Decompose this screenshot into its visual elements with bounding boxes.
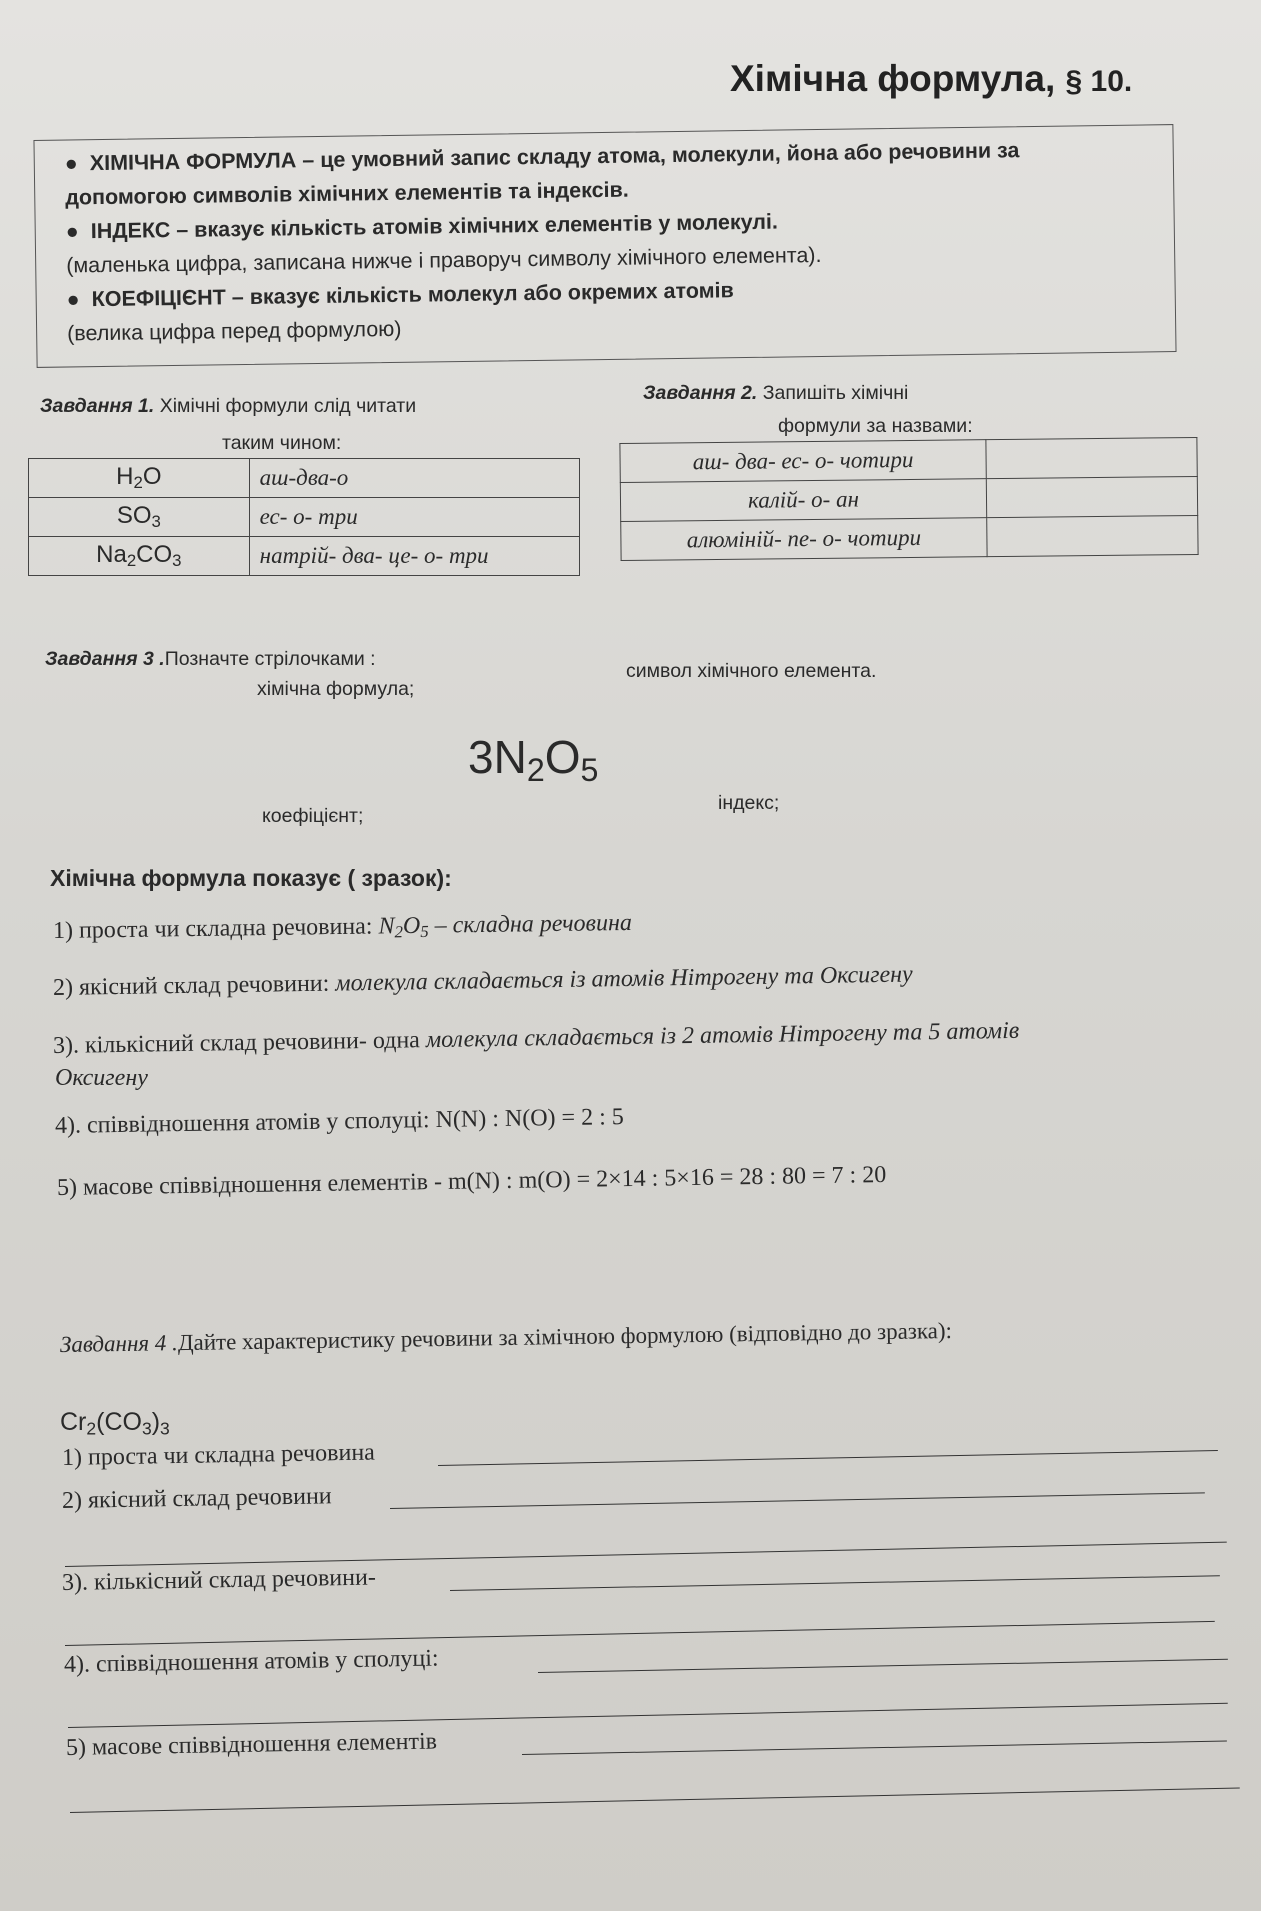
reading-cell: ес- о- три (249, 498, 579, 537)
task4-heading: Завдання 4 .Дайте характеристику речовини за хімічною формулою (відповідно до зразка): (59, 1317, 953, 1357)
formula-cell: $Na_2CO_3$ (29, 537, 250, 576)
task2-subheading: формули за назвами: (778, 415, 973, 437)
answer-line[interactable] (65, 1542, 1227, 1567)
table-row (620, 437, 1197, 482)
task2-table (619, 437, 1198, 561)
answer-line[interactable] (438, 1450, 1218, 1466)
bullet-icon: ● (64, 151, 78, 176)
label-symbol: символ хімічного елемента. (626, 660, 877, 682)
task4-item-1: 1) проста чи складна речовина (61, 1439, 376, 1471)
answer-line[interactable] (68, 1703, 1228, 1728)
reading-cell: аш-два-о (249, 459, 579, 498)
label-index: індекс; (718, 792, 780, 814)
answer-line[interactable] (522, 1740, 1227, 1755)
table-row (29, 459, 580, 498)
table-row (620, 476, 1197, 521)
sample-line-5: 5) масове співвідношення елементів - m(N) : m(O) = 2×14 : 5×16 = 28 : 80 = 7 : 20 (56, 1161, 887, 1201)
definition-index: ● ІНДЕКС – вказує кількість атомів хімічних елементів у молекулі. (65, 209, 779, 244)
task4-item-5: 5) масове співвідношення елементів (65, 1728, 438, 1761)
name-cell: аш- два- ес- о- чотири (620, 440, 986, 483)
definitions-box: ● ХІМІЧНА ФОРМУЛА – це умовний запис складу атома, молекули, йона або речовини за допомогою символів хімічних елементів та індексів. ● ІНДЕКС – вказує кількість атомів хімічних елементів у молекулі. (маленька цифра, записана нижче і праворуч символу хімічного елемента). ● КОЕФІЦІЄНТ – вказує кількість молекул або окремих атомів (велика цифра перед формулою) (33, 124, 1176, 368)
answer-cell[interactable] (986, 437, 1197, 478)
title-text: Хімічна формула, (730, 58, 1056, 99)
sample-line-1: 1) проста чи складна речовина: $N_2O_5$ – складна речовина (52, 909, 633, 944)
sample-formula: $3N_2O_5$ (468, 731, 599, 789)
table-row (29, 537, 580, 576)
label-coefficient: коефіцієнт; (262, 805, 364, 827)
answer-line[interactable] (70, 1787, 1240, 1813)
task2-heading: Завдання 2. Запишіть хімічні (643, 382, 909, 404)
formula-cell: $SO_3$ (29, 498, 250, 537)
task1-heading: Завдання 1. Хімічні формули слід читати (40, 395, 417, 417)
answer-line[interactable] (538, 1659, 1228, 1673)
sample-line-3-cont: Оксигену (55, 1065, 148, 1091)
formula-cell: $H_2O$ (29, 459, 250, 498)
answer-cell[interactable] (986, 476, 1197, 517)
answer-line[interactable] (65, 1621, 1215, 1646)
bullet-icon: ● (65, 219, 79, 244)
bullet-icon: ● (66, 287, 80, 312)
task1-subheading: таким чином: (222, 432, 342, 454)
task4-item-4: 4). співвідношення атомів у сполуці: (63, 1645, 439, 1678)
sample-line-3: 3). кількісний склад речовини- одна молекула складається із 2 атомів Нітрогену та 5 атомів (52, 1017, 1020, 1059)
task4-formula: $Cr_2(CO_3)_3$ (60, 1408, 170, 1439)
answer-line[interactable] (390, 1492, 1205, 1509)
definition-coefficient: ● КОЕФІЦІЄНТ – вказує кількість молекул або окремих атомів (66, 278, 734, 312)
answer-cell[interactable] (987, 515, 1198, 556)
task4-item-2: 2) якісний склад речовини (61, 1483, 332, 1514)
table-row (29, 498, 580, 537)
task1-table (28, 458, 580, 576)
name-cell: калій- о- ан (620, 479, 986, 522)
section-number: § 10. (1065, 65, 1133, 98)
sample-line-4: 4). співвідношення атомів у сполуці: N(N) : N(O) = 2 : 5 (54, 1104, 624, 1139)
sample-heading: Хімічна формула показує ( зразок): (50, 865, 452, 891)
task3-heading: Завдання 3 .Позначте стрілочками : (45, 648, 376, 670)
name-cell: алюміній- пе- о- чотири (621, 518, 987, 561)
definition-formula: ● ХІМІЧНА ФОРМУЛА – це умовний запис складу атома, молекули, йона або речовини за (64, 138, 1020, 176)
label-formula: хімічна формула; (257, 678, 415, 700)
sample-line-2: 2) якісний склад речовини: молекула складається із атомів Нітрогену та Оксигену (52, 961, 913, 1001)
page-title (730, 58, 1132, 100)
task4-item-3: 3). кількісний склад речовини- (61, 1564, 377, 1596)
table-row (621, 515, 1198, 560)
answer-line[interactable] (450, 1575, 1220, 1591)
reading-cell: натрій- два- це- о- три (249, 537, 579, 576)
